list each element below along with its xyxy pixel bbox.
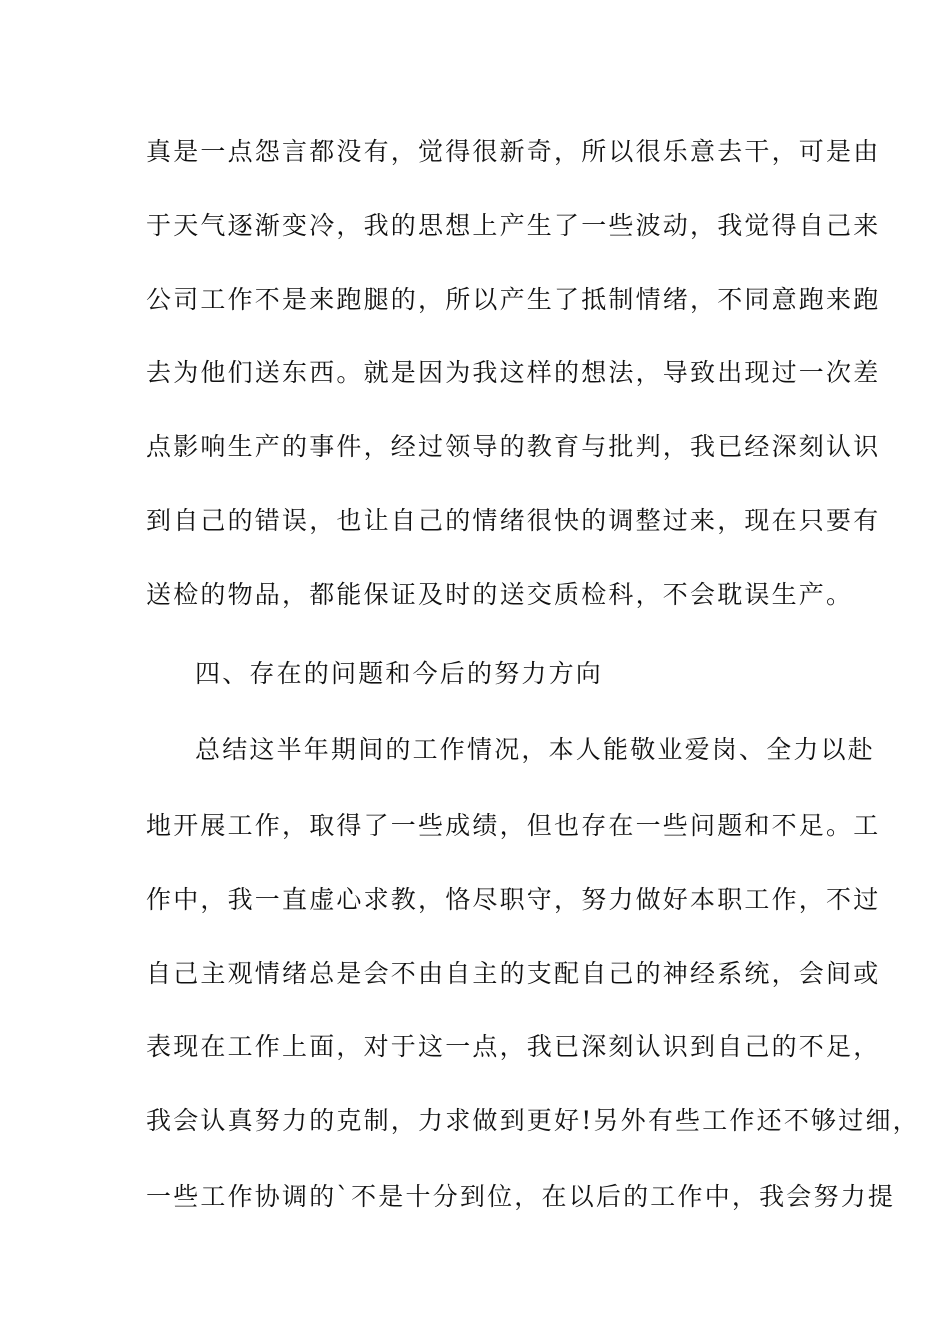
paragraph-line: 于天气逐渐变冷，我的思想上产生了一些波动，我觉得自己来 [146, 211, 881, 240]
paragraph-line: 真是一点怨言都没有，觉得很新奇，所以很乐意去干，可是由 [146, 137, 881, 166]
paragraph-line: 我会认真努力的克制，力求做到更好!另外有些工作还不够过细， [146, 1106, 920, 1135]
section-heading: 四、存在的问题和今后的努力方向 [195, 659, 604, 688]
paragraph-line: 点影响生产的事件，经过领导的教育与批判，我已经深刻认识 [146, 432, 881, 461]
paragraph-line: 一些工作协调的`不是十分到位，在以后的工作中，我会努力提 [146, 1182, 896, 1211]
paragraph-line: 去为他们送东西。就是因为我这样的想法，导致出现过一次差 [146, 358, 881, 387]
paragraph-line: 表现在工作上面，对于这一点，我已深刻认识到自己的不足， [146, 1032, 881, 1061]
paragraph-line: 送检的物品，都能保证及时的送交质检科，不会耽误生产。 [146, 580, 854, 609]
paragraph-line: 公司工作不是来跑腿的，所以产生了抵制情绪，不同意跑来跑 [146, 285, 881, 314]
paragraph-line: 总结这半年期间的工作情况，本人能敬业爱岗、全力以赴 [195, 735, 876, 764]
paragraph-line: 自己主观情绪总是会不由自主的支配自己的神经系统，会间或 [146, 959, 881, 988]
paragraph-line: 到自己的错误，也让自己的情绪很快的调整过来，现在只要有 [146, 506, 881, 535]
paragraph-line: 作中，我一直虚心求教，恪尽职守，努力做好本职工作，不过 [146, 885, 881, 914]
paragraph-line: 地开展工作，取得了一些成绩，但也存在一些问题和不足。工 [146, 811, 881, 840]
